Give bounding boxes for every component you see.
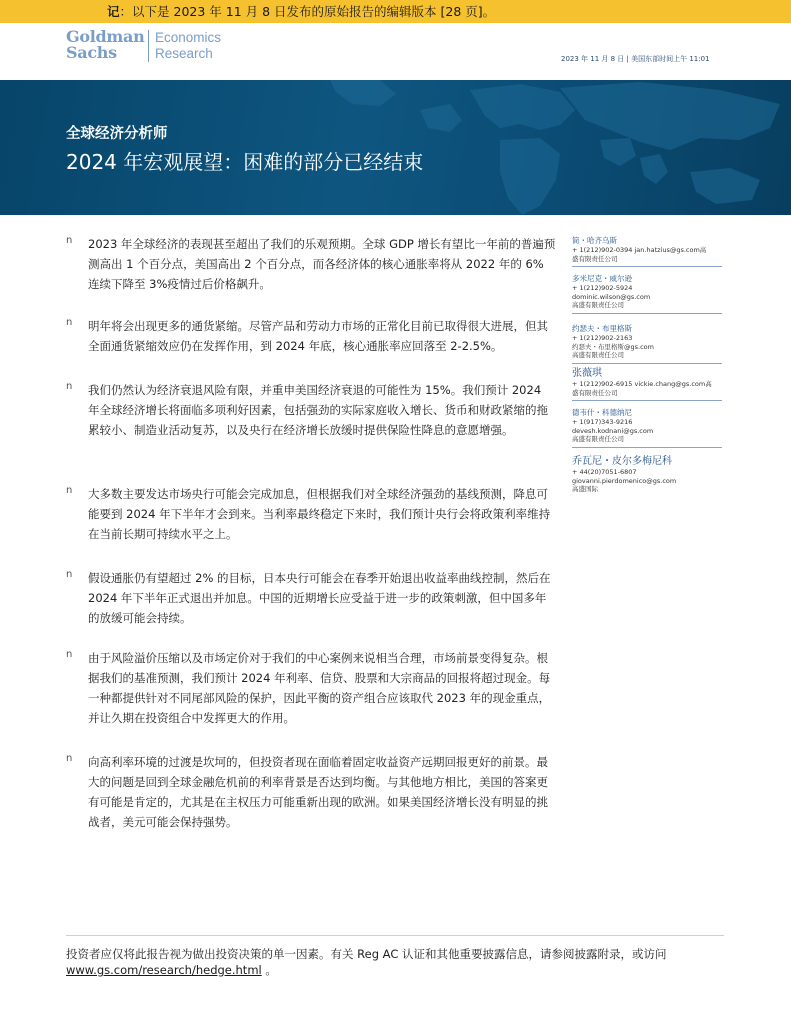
author-email[interactable]: dominic.wilson@gs.com (572, 292, 651, 301)
author-divider (572, 447, 722, 448)
goldman-sachs-logo (66, 29, 144, 61)
author-entry (572, 324, 722, 364)
author-firm: 高盛国际 (572, 485, 598, 493)
bullet-text: 明年将会出现更多的通货紧缩。尽管产品和劳动力市场的正常化目前已取得很大进展，但其全面通货紧缩效应仍在发挥作用，到 2024 年底，核心通胀率应回落至 2-2.5%。 (88, 319, 548, 353)
author-firm: 高盛有限责任公司 (572, 301, 624, 309)
author-firm: 盛有限责任公司 (572, 254, 618, 263)
author-divider (572, 363, 722, 364)
author-firm: 盛有限责任公司 (572, 388, 618, 397)
author-entry (572, 408, 722, 448)
author-contact[interactable]: + 1(212)902-0394 jan.hatzius@gs.com高 (572, 246, 707, 254)
bullet-marker: n (66, 649, 73, 660)
author-divider (572, 266, 722, 267)
footer-suffix: 。 (261, 963, 277, 977)
author-firm: 高盛有限责任公司 (572, 351, 624, 359)
bullet-text: 我们仍然认为经济衰退风险有限，并重申美国经济衰退的可能性为 15%。我们预计 2024 年全球经济增长将面临多项利好因素，包括强劲的实际家庭收入增长、货币和财政紧缩的拖累较小、制造业活动复苏，以及央行在经济增长放缓时提供保险性降息的意愿增强。 (88, 383, 548, 437)
list-item (66, 484, 556, 544)
author-divider (572, 400, 722, 401)
author-name[interactable]: 德韦什・科德纳尼 (572, 408, 632, 417)
report-date: 2023 年 11 月 8 日 | 美国东部时间上午 11:01 (561, 55, 710, 63)
author-name[interactable]: 张薇琪 (572, 368, 602, 379)
list-item (66, 234, 556, 294)
author-phone: + 1(212)902-5924 (572, 284, 633, 292)
bullet-marker: n (66, 317, 73, 328)
bullet-marker: n (66, 381, 73, 392)
list-item (66, 648, 556, 728)
logo-brand-line2: Sachs (66, 43, 117, 62)
disclosure-link[interactable]: www.gs.com/research/hedge.html (66, 963, 262, 977)
economics-research-logo (155, 30, 221, 62)
author-divider (572, 313, 722, 314)
author-entry (572, 368, 722, 401)
bullet-text: 向高利率环境的过渡是坎坷的，但投资者现在面临着固定收益资产远期回报更好的前景。最大的问题是回到全球金融危机前的利率背景是否达到均衡。与其他地方相比，美国的答案更有可能是肯定的，尤其是在主权压力可能重新出现的欧洲。如果美国经济增长没有明显的挑战者，美元可能会保持强势。 (88, 755, 548, 829)
author-firm: 高盛有限责任公司 (572, 435, 624, 443)
bullet-text: 大多数主要发达市场央行可能会完成加息，但根据我们对全球经济强劲的基线预测，降息可能要到 2024 年下半年才会到来。当利率最终稳定下来时，我们预计央行会将政策利率维持在当前长期可持续水平之上。 (88, 487, 551, 541)
disclosure-footer (66, 946, 706, 978)
list-item (66, 316, 556, 356)
footer-link-line (66, 962, 706, 978)
footer-text: 投资者应仅将此报告视为做出投资决策的单一因素。有关 Reg AC 认证和其他重要披露信息，请参阅披露附录，或访问 (66, 947, 667, 961)
footer-divider (66, 935, 724, 936)
author-contact[interactable]: + 1(212)902-6915 vickie.chang@gs.com高 (572, 380, 712, 388)
bullet-text: 2023 年全球经济的表现甚至超出了我们的乐观预期。全球 GDP 增长有望比一年前的普遍预测高出 1 个百分点，美国高出 2 个百分点，而各经济体的核心通胀率将从 2022 年的 6% 连续下降至 3%疫情过后价格飙升。 (88, 237, 556, 291)
author-entry (572, 456, 722, 494)
author-entry (572, 274, 722, 314)
author-name[interactable]: 多米尼克・威尔逊 (572, 274, 632, 283)
author-email[interactable]: devesh.kodnani@gs.com (572, 426, 654, 435)
report-title: 2024 年宏观展望：困难的部分已经结束 (66, 150, 424, 174)
series-name: 全球经济分析师 (66, 126, 168, 142)
logo-division-line2: Research (155, 46, 213, 61)
list-item (66, 380, 556, 440)
logo-divider (148, 30, 149, 62)
author-phone: + 1(212)902-2163 (572, 334, 633, 342)
author-phone: + 1(917)343-9216 (572, 418, 633, 426)
logo-division-line1: Economics (155, 30, 222, 45)
author-name[interactable]: 乔瓦尼・皮尔多梅尼科 (572, 456, 672, 467)
notice-bar (0, 0, 791, 23)
author-name[interactable]: 约瑟夫・布里格斯 (572, 324, 632, 333)
author-phone: + 44(20)7051-6807 (572, 468, 637, 476)
notice-label: 记 (107, 4, 120, 19)
author-name[interactable]: 简・哈齐乌斯 (572, 236, 617, 245)
bullet-marker: n (66, 485, 73, 496)
bullet-text: 由于风险溢价压缩以及市场定价对于我们的中心案例来说相当合理，市场前景变得复杂。根据我们的基准预测，我们预计 2024 年利率、信贷、股票和大宗商品的回报将超过现金。每一种都提供针对不同尾部风险的保护，因此平衡的资产组合应该取代 2023 年的现金重点，并让久期在投资组合中发挥更大的作用。 (88, 651, 551, 725)
notice-text: ：以下是 2023 年 11 月 8 日发布的原始报告的编辑版本 [28 页]。 (119, 4, 496, 19)
list-item (66, 752, 556, 832)
bullet-text: 假设通胀仍有望超过 2% 的目标，日本央行可能会在春季开始退出收益率曲线控制，然后在 2024 年下半年正式退出并加息。中国的近期增长应受益于进一步的政策刺激，但中国多年的放缓可能会持续。 (88, 571, 551, 625)
author-email[interactable]: giovanni.pierdomenico@gs.com (572, 476, 677, 485)
bullet-marker: n (66, 569, 73, 580)
logo-brand-line1: Goldman (66, 27, 145, 46)
author-entry (572, 236, 722, 267)
list-item (66, 568, 556, 628)
bullet-marker: n (66, 753, 73, 764)
notice-text-wrap (107, 0, 495, 23)
title-banner (0, 80, 791, 215)
bullet-marker: n (66, 235, 73, 246)
author-email[interactable]: 约瑟夫・布里格斯@gs.com (572, 342, 654, 351)
